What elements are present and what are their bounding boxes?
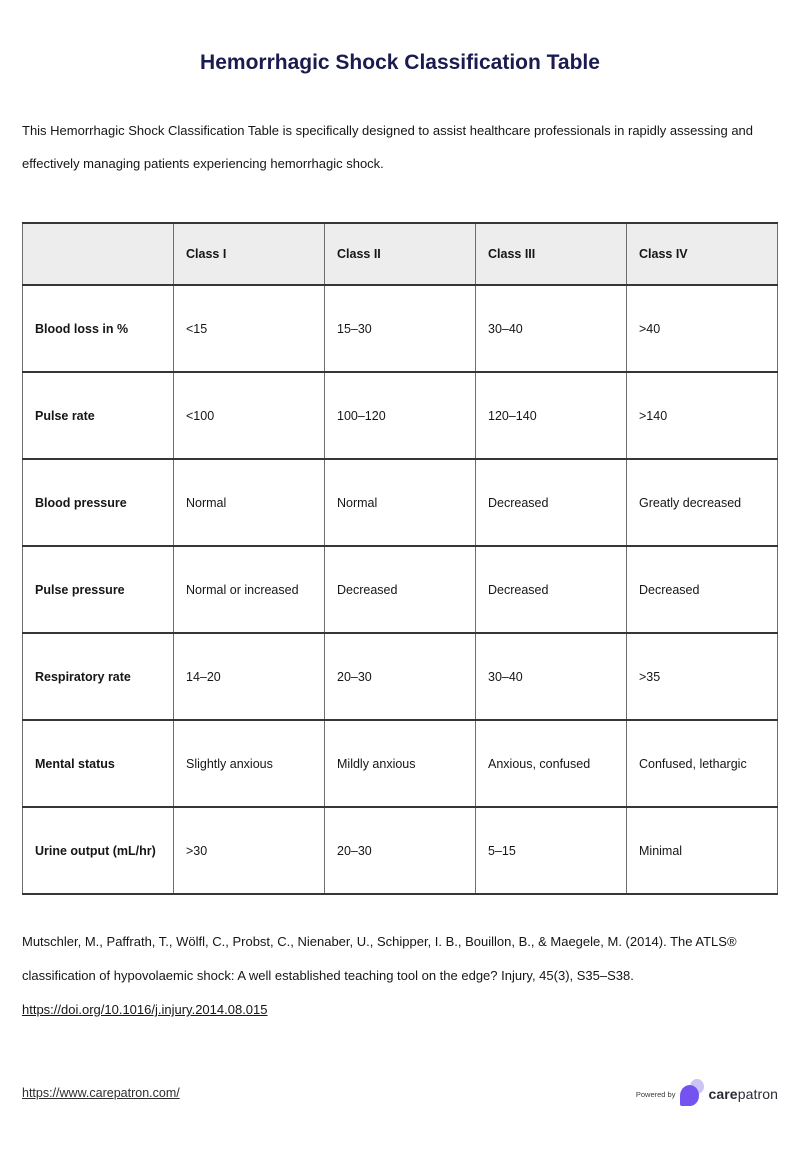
table-cell: Slightly anxious [174,720,325,807]
column-header-class-4: Class IV [627,223,778,285]
powered-by-label: Powered by [635,1090,676,1099]
table-cell: <100 [174,372,325,459]
logo-blob-dark [680,1085,699,1106]
carepatron-logo-icon [680,1079,705,1106]
table-row [23,633,778,720]
table-cell: 14–20 [174,633,325,720]
doi-link[interactable]: https://doi.org/10.1016/j.injury.2014.08.015 [22,1002,268,1017]
table-cell: Normal [325,459,476,546]
table-row [23,285,778,372]
carepatron-site-link[interactable]: https://www.carepatron.com/ [22,1085,180,1100]
page-footer [22,1079,778,1106]
table-row [23,720,778,807]
brand-wordmark [708,1086,778,1102]
row-label: Blood pressure [23,459,174,546]
table-cell: 30–40 [476,633,627,720]
row-label: Pulse rate [23,372,174,459]
row-label: Blood loss in % [23,285,174,372]
intro-paragraph: This Hemorrhagic Shock Classification Table is specifically designed to assist healthcare professionals in rapidly assessing and effectively managing patients experiencing hemorrhagic shock. [22,123,754,171]
table-cell: >140 [627,372,778,459]
table-cell: 30–40 [476,285,627,372]
column-header-blank [23,223,174,285]
table-cell: 120–140 [476,372,627,459]
table-row [23,546,778,633]
citation-text: Mutschler, M., Paffrath, T., Wölfl, C., Probst, C., Nienaber, U., Schipper, I. B., Bouillon, B., & Maegele, M. (2014). The ATLS® classification of hypovolaemic shock: A well established teaching tool on the edge? Injury, 45(3), S35–S38. [22,934,737,983]
table-row [23,372,778,459]
shock-classification-table [22,222,778,895]
table-cell: Decreased [627,546,778,633]
table-cell: >40 [627,285,778,372]
table-cell: Decreased [476,546,627,633]
table-header-row [23,223,778,285]
table-cell: <15 [174,285,325,372]
powered-by-brand [636,1079,778,1106]
table-row [23,459,778,546]
table-cell: Mildly anxious [325,720,476,807]
table-cell: 20–30 [325,633,476,720]
table-cell: Decreased [476,459,627,546]
table-cell: Normal [174,459,325,546]
table-cell: 5–15 [476,807,627,894]
column-header-class-1: Class I [174,223,325,285]
table-cell: 20–30 [325,807,476,894]
table-row [23,807,778,894]
table-cell: Minimal [627,807,778,894]
brand-wordmark-care: care [708,1085,738,1102]
page-title: Hemorrhagic Shock Classification Table [200,51,600,74]
brand-wordmark-patron: patron [737,1085,778,1102]
table-cell: >35 [627,633,778,720]
column-header-class-3: Class III [476,223,627,285]
table-cell: 15–30 [325,285,476,372]
table-cell: Decreased [325,546,476,633]
row-label: Respiratory rate [23,633,174,720]
table-cell: Anxious, confused [476,720,627,807]
table-cell: Greatly decreased [627,459,778,546]
row-label: Urine output (mL/hr) [23,807,174,894]
table-cell: Normal or increased [174,546,325,633]
table-cell: 100–120 [325,372,476,459]
row-label: Mental status [23,720,174,807]
document-page [0,48,800,1106]
table-cell: >30 [174,807,325,894]
table-cell: Confused, lethargic [627,720,778,807]
reference-citation [22,925,778,1027]
row-label: Pulse pressure [23,546,174,633]
column-header-class-2: Class II [325,223,476,285]
